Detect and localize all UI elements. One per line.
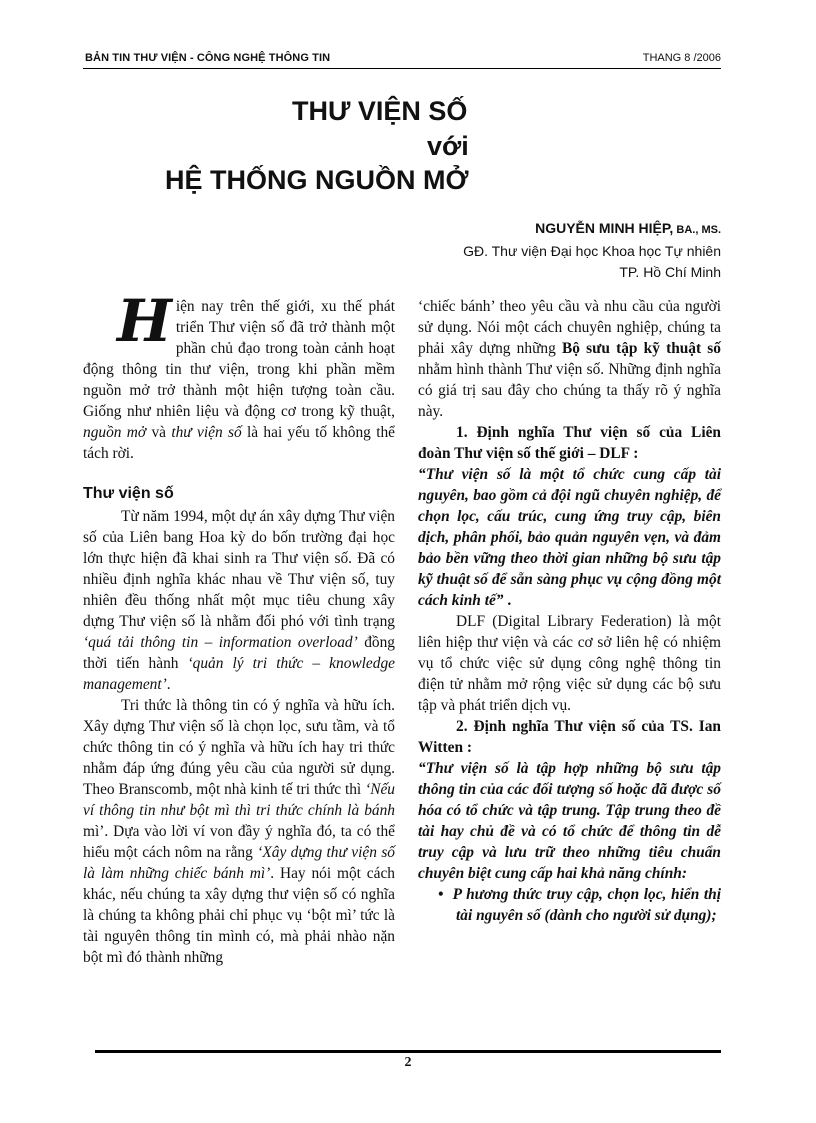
article-title-line-2: với [427, 131, 469, 161]
definition-heading: 2. Định nghĩa Thư viện số của TS. Ian Witten : [418, 718, 721, 756]
right-column [418, 296, 721, 926]
bullet-icon: • [438, 886, 444, 903]
author-affiliation: GĐ. Thư viện Đại học Khoa học Tự nhiên [463, 243, 721, 259]
definition-quote: “Thư viện số là tập hợp những bộ sưu tập thông tin của các đối tượng số hoặc đã được số hóa có tổ chức và tập trung. Tập trung theo đề tài hay chủ đề và có tổ chức để thông tin dễ truy cập và lưu trữ theo những tiêu chuẩn chuyên biệt cung cấp hai khả năng chính: [418, 760, 721, 882]
list-item: • P hương thức truy cập, chọn lọc, hiển thị tài nguyên số (dành cho người sử dụng); [438, 886, 721, 924]
body-paragraph: Tri thức là thông tin có ý nghĩa và hữu ích. Xây dựng Thư viện số là chọn lọc, sưu tầm, và tổ chức thông tin có ý nghĩa và hữu ích hay tri thức nhằm đáp ứng đúng yêu cầu của người sử dụng. Theo Branscomb, một nhà kinh tế tri thức thì ‘Nếu ví thông tin như bột mì thì tri thức chính là bánh mì’. Dựa vào lời ví von đầy ý nghĩa đó, ta có thể hiểu một cách nôm na rằng ‘Xây dựng thư viện số là làm những chiếc bánh mì’. Hay nói một cách khác, nếu chúng ta xây dựng thư viện số có nghĩa là chúng ta không phải chỉ phục vụ ‘bột mì’ tức là tài nguyên thông tin mình có, mà phải nhào nặn bột mì đó thành những [83, 697, 396, 966]
footer-rule [95, 1050, 721, 1053]
author-city: TP. Hồ Chí Minh [619, 264, 721, 280]
drop-cap: H [117, 287, 172, 355]
header-date: THANG 8 /2006 [642, 52, 721, 64]
section-heading: Thư viện số [83, 485, 174, 502]
left-column [83, 287, 396, 968]
definition-quote: “Thư viện số là một tổ chức cung cấp tài nguyên, bao gồm cả đội ngũ chuyên nghiệp, để chọn lọc, cấu trúc, cung ứng truy cập, biên dịch, phân phối, bảo quản nguyên vẹn, và đảm bảo bền vững theo thời gian những bộ sưu tập kỹ thuật số để sẵn sàng phục vụ cộng đồng một cách kinh tế” . [418, 466, 721, 609]
running-header [83, 50, 721, 69]
body-paragraph: Từ năm 1994, một dự án xây dựng Thư viện số của Liên bang Hoa kỳ do bốn trường đại học lớn thực hiện đã khai sinh ra Thư viện số. Đã có nhiều định nghĩa khác nhau về Thư viện số, tuy nhiên đều thống nhất một mục tiêu chung xây dựng Thư viện số là nhằm đối phó với tình trạng ‘quá tải thông tin – information overload’ đồng thời tiến hành ‘quản lý tri thức – knowledge management’. [83, 508, 395, 693]
definition-heading: 1. Định nghĩa Thư viện số của Liên đoàn Thư viện số thế giới – DLF : [418, 424, 721, 462]
author-block [463, 218, 721, 283]
author-degree: BA., MS. [673, 224, 721, 236]
intro-paragraph: Hiện nay trên thế giới, xu thế phát triển Thư viện số đã trở thành một phần chủ đạo trong toàn cảnh hoạt động thông tin thư viện, trong khi phần mềm nguồn mở trở thành một hiện tượng toàn cầu. Giống như nhiên liệu và động cơ trong kỹ thuật, nguồn mở và thư viện số là hai yếu tố không thể tách rời. [83, 287, 396, 462]
article-title-line-1: THƯ VIỆN SỐ [292, 96, 468, 126]
header-publication: BẢN TIN THƯ VIỆN - CÔNG NGHỆ THÔNG TIN [85, 52, 331, 64]
author-name: NGUYỄN MINH HIỆP, [535, 220, 674, 236]
body-paragraph: ‘chiếc bánh’ theo yêu cầu và nhu cầu của người sử dụng. Nói một cách chuyên nghiệp, chúng ta phải xây dựng những Bộ sưu tập kỹ thuật số nhằm hình thành Thư viện số. Những định nghĩa có giá trị sau đây cho chúng ta thấy rõ ý nghĩa này. [418, 298, 721, 420]
body-paragraph: DLF (Digital Library Federation) là một liên hiệp thư viện và các cơ sở liên hệ có nhiệm vụ tổ chức việc sử dụng công nghệ thông tin điện tử nhằm mở rộng việc sử dụng các bộ sưu tập và phát triển dịch vụ. [418, 613, 721, 714]
article-title-line-3: HỆ THỐNG NGUỒN MỞ [165, 165, 469, 195]
page-number: 2 [404, 1055, 412, 1070]
